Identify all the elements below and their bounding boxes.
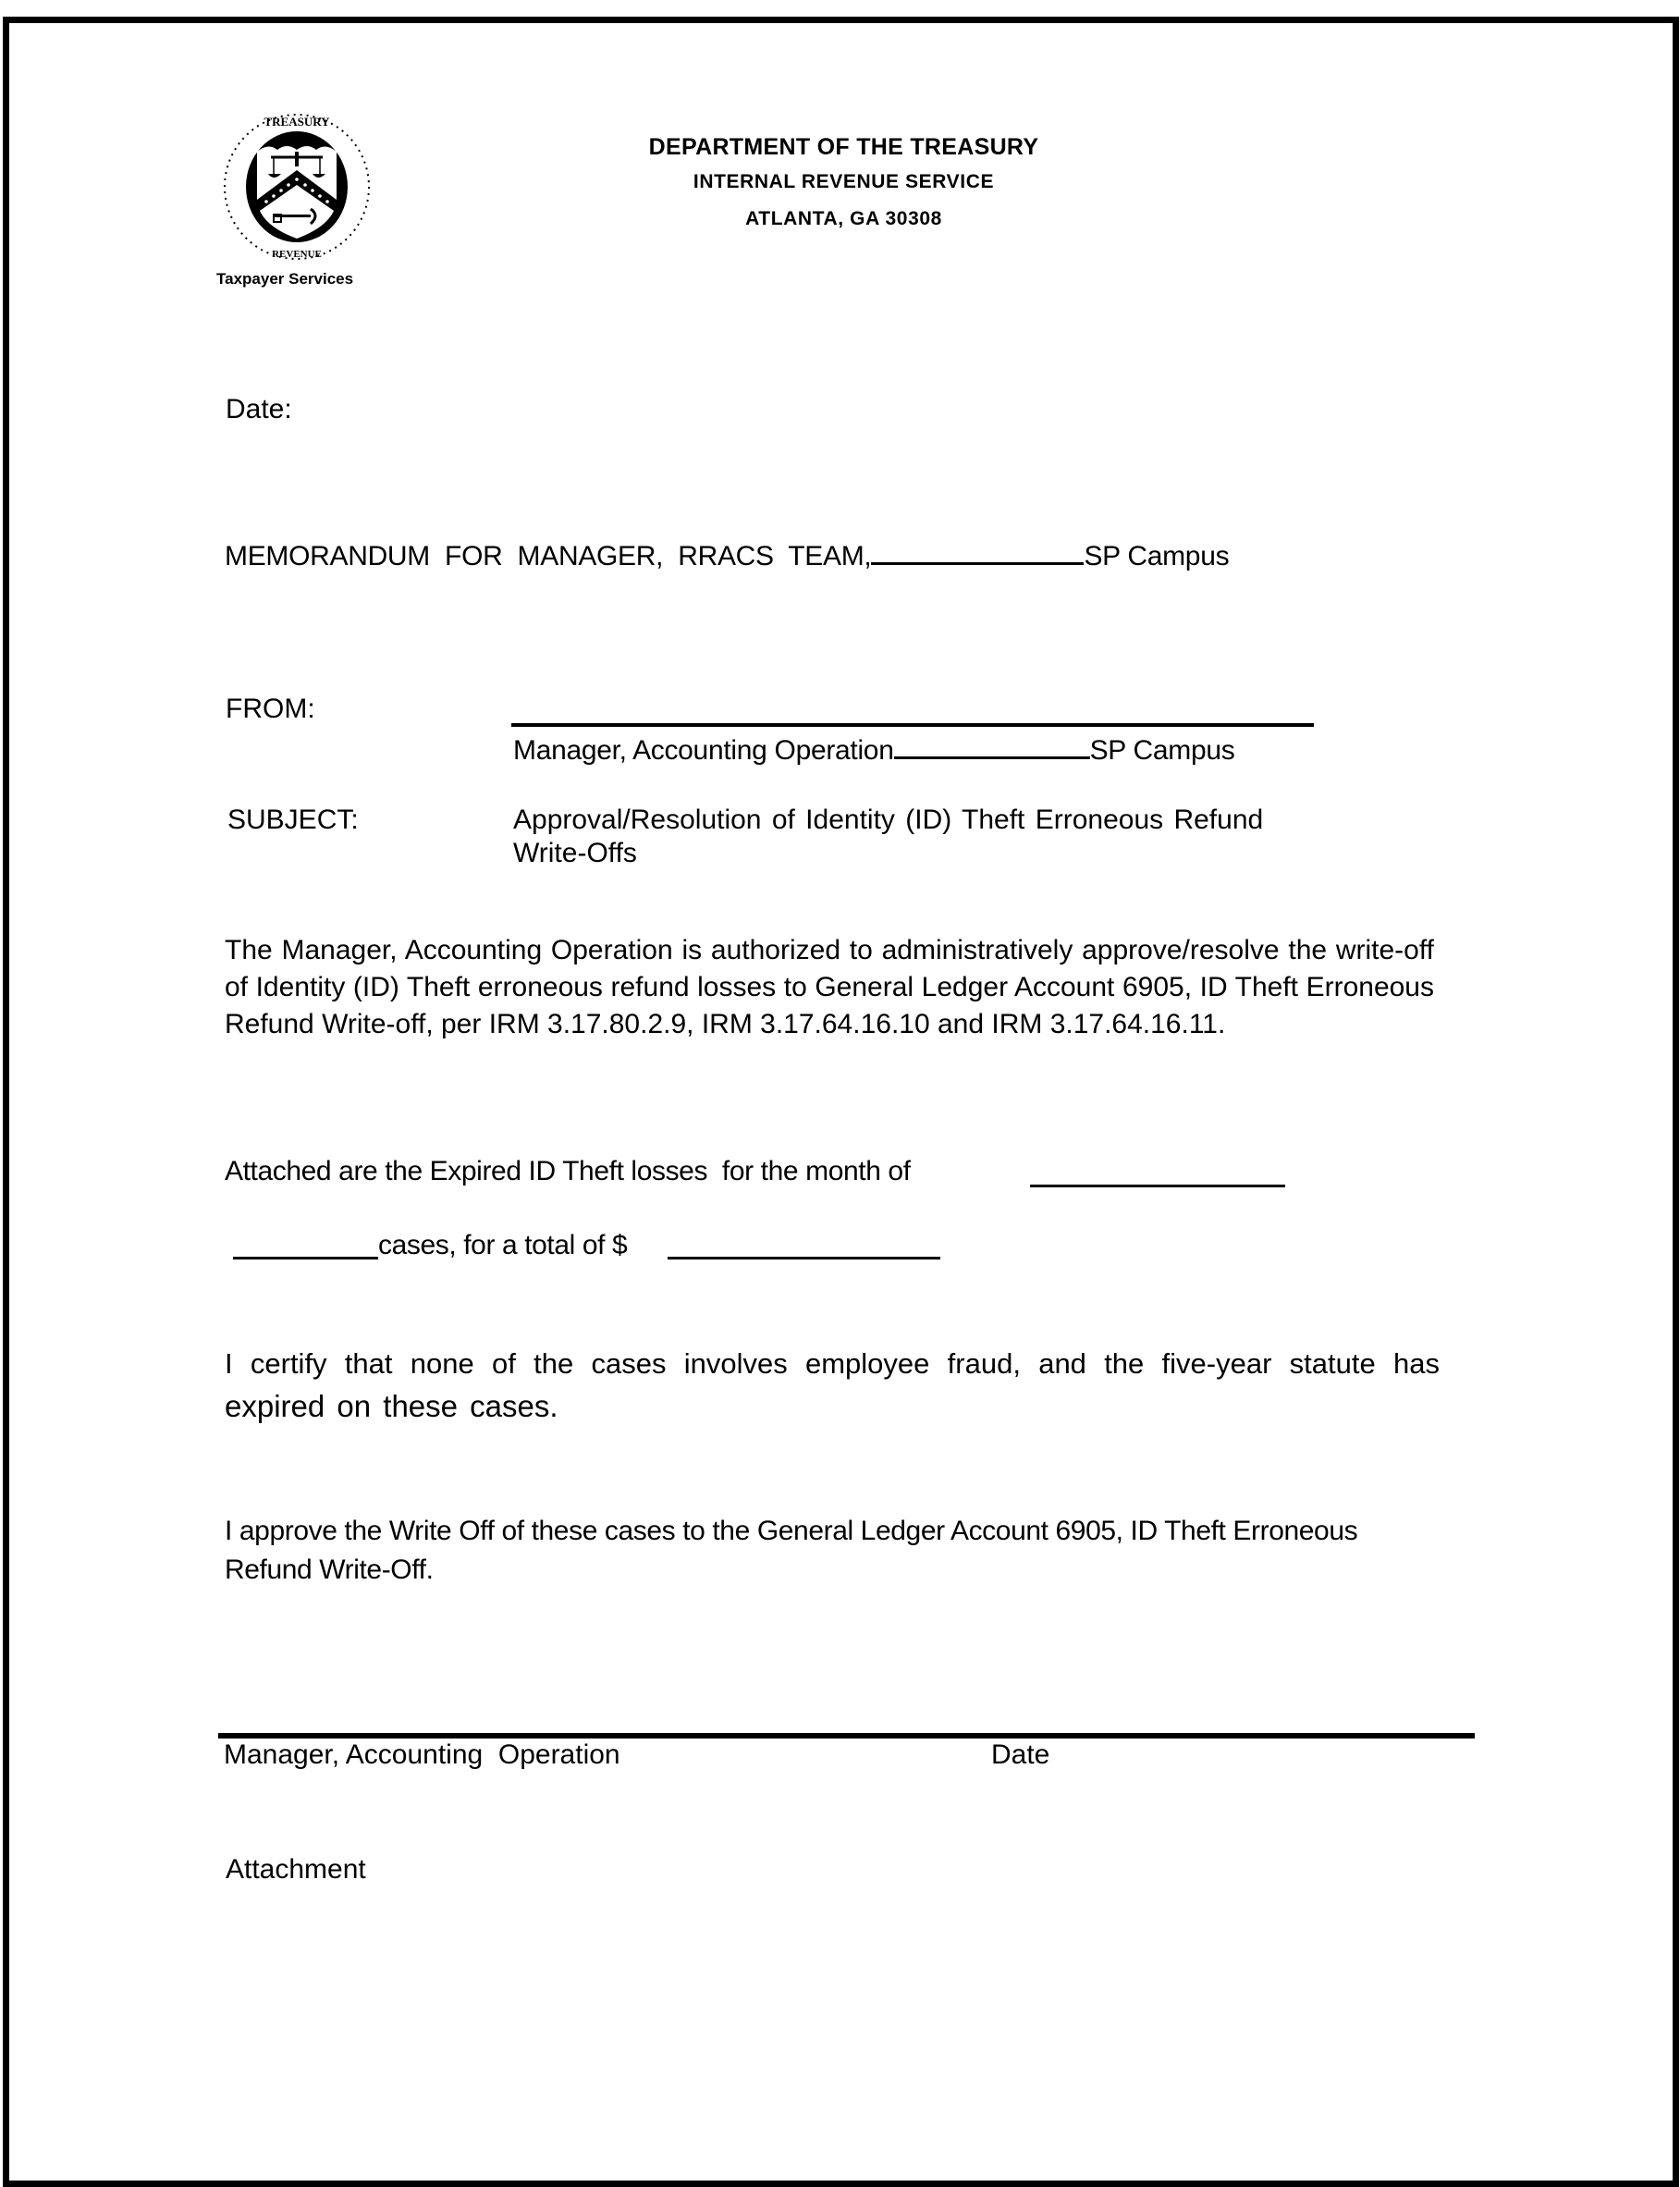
agency-subtitle: INTERNAL REVENUE SERVICE xyxy=(693,171,995,192)
attached-line xyxy=(225,1156,911,1187)
from-label: FROM: xyxy=(226,694,315,724)
date-label: Date: xyxy=(226,394,292,424)
attached-text: Attached are the Expired ID Theft losses for the month of xyxy=(225,1156,911,1186)
svg-text:REVENUE: REVENUE xyxy=(272,249,322,260)
certification-text: I certify that none of the cases involves employee fraud, and the five-year statute has xyxy=(225,1347,1440,1380)
campus-blank-field[interactable] xyxy=(871,561,1084,565)
memo-for-line xyxy=(225,541,1229,572)
from-title: Manager, Accounting Operation xyxy=(513,735,894,766)
unit-name: Taxpayer Services xyxy=(216,270,354,288)
from-campus-blank-field[interactable] xyxy=(894,756,1090,759)
subject-line-2: Write-Offs xyxy=(513,838,637,868)
total-amount-blank-field[interactable] xyxy=(668,1256,940,1259)
from-title-line xyxy=(513,735,1234,767)
subject-label: SUBJECT: xyxy=(227,805,359,835)
approval-paragraph: I approve the Write Off of these cases to the General Ledger Account 6905, ID Theft Erroneous Refund Write-Off. xyxy=(225,1516,1358,1585)
from-suffix: SP Campus xyxy=(1089,735,1235,766)
from-signature-line[interactable] xyxy=(511,723,1314,727)
signature-title: Manager, Accounting Operation xyxy=(224,1739,620,1770)
approval-signature-line[interactable] xyxy=(218,1733,1475,1739)
signature-date-label: Date xyxy=(991,1739,1050,1770)
memo-for-suffix: SP Campus xyxy=(1084,541,1230,571)
agency-title: DEPARTMENT OF THE TREASURY xyxy=(648,134,1039,160)
authorization-paragraph: The Manager, Accounting Operation is authorized to administratively approve/resolve the write-off of Identity (ID) Theft erroneous refund losses to General Ledger Account 6905, ID Theft Erroneous Refund Write-off, per IRM 3.17.80.2.9, IRM 3.17.64.16.10 and IRM 3.17.64.16.11. xyxy=(225,935,1434,1039)
svg-text:TREASURY: TREASURY xyxy=(264,115,330,129)
cases-total-text: cases, for a total of $ xyxy=(378,1230,628,1260)
subject-line-1: Approval/Resolution of Identity (ID) Theft Erroneous Refund xyxy=(513,805,1264,835)
agency-address: ATLANTA, GA 30308 xyxy=(745,208,942,229)
certification-text-emphasis: expired on these cases. xyxy=(225,1389,558,1423)
attachment-label: Attachment xyxy=(226,1854,366,1885)
memo-for-prefix: MEMORANDUM FOR MANAGER, RRACS TEAM, xyxy=(225,541,872,571)
month-blank-field[interactable] xyxy=(1030,1184,1285,1187)
cases-count-blank-field[interactable] xyxy=(233,1256,378,1259)
certification-paragraph xyxy=(225,1343,1440,1429)
